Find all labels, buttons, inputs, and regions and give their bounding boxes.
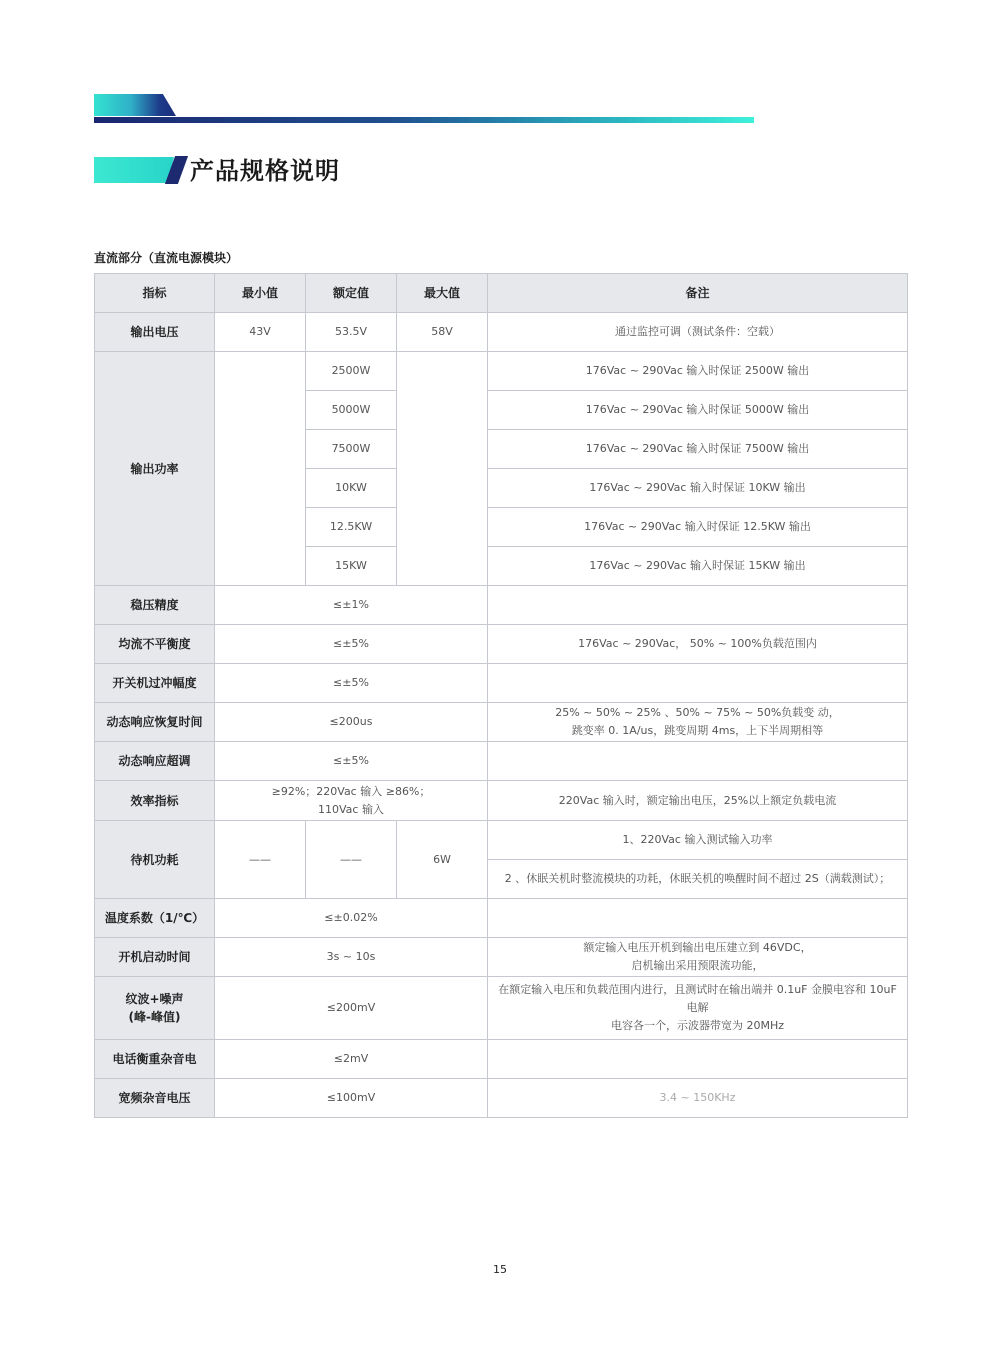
label-line: (峰-峰值): [128, 1010, 181, 1024]
note-line: 25% ~ 50% ~ 25% 、50% ~ 75% ~ 50%负载变 动，: [555, 706, 840, 719]
spec-table: [94, 273, 908, 1118]
table-row: [95, 1079, 908, 1118]
table-row: [95, 313, 908, 352]
title-accent-block: [94, 157, 174, 183]
cell-value: ≤±5%: [215, 742, 488, 781]
row-label: 电话衡重杂音电: [95, 1040, 215, 1079]
note-line: 跳变率 0. 1A/us，跳变周期 4ms，上下半周期相等: [571, 724, 824, 737]
label-line: 纹波+噪声: [125, 992, 184, 1006]
cell-rated: 2500W: [306, 352, 397, 391]
cell-min: ——: [215, 821, 306, 899]
cell-max: 6W: [397, 821, 488, 899]
header-min: 最小值: [215, 274, 306, 313]
header-rated: 额定值: [306, 274, 397, 313]
table-row: [95, 352, 908, 391]
table-row: [95, 781, 908, 821]
section-title: 直流部分（直流电源模块）: [94, 251, 239, 265]
row-label: 动态响应超调: [95, 742, 215, 781]
table-row: [95, 742, 908, 781]
cell-rated: 53.5V: [306, 313, 397, 352]
table-row: [95, 703, 908, 742]
cell-rated: ——: [306, 821, 397, 899]
cell-note: 3.4 ~ 150KHz: [488, 1079, 908, 1118]
header-metric: 指标: [95, 274, 215, 313]
cell-value: ≤100mV: [215, 1079, 488, 1118]
row-label: [95, 977, 215, 1040]
row-label: 待机功耗: [95, 821, 215, 899]
cell-min: 43V: [215, 313, 306, 352]
row-label: 开关机过冲幅度: [95, 664, 215, 703]
cell-note: [488, 938, 908, 977]
cell-note: [488, 703, 908, 742]
header-max: 最大值: [397, 274, 488, 313]
cell-note: 1、220Vac 输入测试输入功率: [488, 821, 908, 860]
table-row: [95, 586, 908, 625]
row-label: 稳压精度: [95, 586, 215, 625]
cell-rated: 12.5KW: [306, 508, 397, 547]
cell-note: [488, 1040, 908, 1079]
page-number: 15: [493, 1263, 507, 1276]
cell-value: ≤±5%: [215, 625, 488, 664]
value-line: ≥92%；220Vac 输入 ≥86%；: [271, 784, 431, 798]
cell-note: 176Vac ~ 290Vac 输入时保证 2500W 输出: [488, 352, 908, 391]
cell-max: [397, 352, 488, 586]
cell-note: [488, 742, 908, 781]
header-gradient-rule: [94, 117, 754, 123]
table-row: [95, 625, 908, 664]
table-header-row: [95, 274, 908, 313]
row-label: 均流不平衡度: [95, 625, 215, 664]
cell-max: 58V: [397, 313, 488, 352]
cell-value: ≤2mV: [215, 1040, 488, 1079]
cell-value: [215, 781, 488, 821]
row-label: 效率指标: [95, 781, 215, 821]
cell-note: 通过监控可调（测试条件：空载）: [488, 313, 908, 352]
cell-value: ≤200us: [215, 703, 488, 742]
table-row: [95, 664, 908, 703]
cell-note: 176Vac ~ 290Vac 输入时保证 10KW 输出: [488, 469, 908, 508]
cell-value: ≤±0.02%: [215, 899, 488, 938]
cell-value: ≤±1%: [215, 586, 488, 625]
note-line: 在额定输入电压和负载范围内进行，且测试时在输出端并 0.1uF 金膜电容和 10uF 电解: [498, 983, 897, 1014]
cell-rated: 5000W: [306, 391, 397, 430]
row-label: 输出电压: [95, 313, 215, 352]
cell-note: 176Vac ~ 290Vac 输入时保证 5000W 输出: [488, 391, 908, 430]
cell-value: ≤200mV: [215, 977, 488, 1040]
cell-rated: 7500W: [306, 430, 397, 469]
row-label: 输出功率: [95, 352, 215, 586]
note-line: 额定输入电压开机到输出电压建立到 46VDC，: [583, 941, 812, 954]
cell-note: [488, 664, 908, 703]
cell-value: 3s ~ 10s: [215, 938, 488, 977]
row-label: 宽频杂音电压: [95, 1079, 215, 1118]
cell-note: [488, 899, 908, 938]
table-row: [95, 977, 908, 1040]
note-line: 启机输出采用预限流功能，: [631, 959, 764, 972]
cell-note: [488, 977, 908, 1040]
cell-min: [215, 352, 306, 586]
cell-note: 220Vac 输入时，额定输出电压，25%以上额定负载电流: [488, 781, 908, 821]
cell-note: 176Vac ~ 290Vac， 50% ~ 100%负载范围内: [488, 625, 908, 664]
cell-note: 176Vac ~ 290Vac 输入时保证 12.5KW 输出: [488, 508, 908, 547]
cell-note: 2 、休眠关机时整流模块的功耗，休眠关机的唤醒时间不超过 2S（满载测试）；: [488, 860, 908, 899]
page-title: 产品规格说明: [190, 157, 340, 185]
cell-note: 176Vac ~ 290Vac 输入时保证 7500W 输出: [488, 430, 908, 469]
table-row: [95, 821, 908, 860]
cell-note: [488, 586, 908, 625]
note-line: 电容各一个，示波器带宽为 20MHz: [610, 1019, 785, 1032]
row-label: 温度系数（1/℃）: [95, 899, 215, 938]
table-row: [95, 899, 908, 938]
cell-rated: 10KW: [306, 469, 397, 508]
value-line: 110Vac 输入: [318, 802, 384, 816]
table-row: [95, 1040, 908, 1079]
table-row: [95, 938, 908, 977]
cell-note: 176Vac ~ 290Vac 输入时保证 15KW 输出: [488, 547, 908, 586]
cell-value: ≤±5%: [215, 664, 488, 703]
cell-rated: 15KW: [306, 547, 397, 586]
header-accent-block: [94, 94, 176, 116]
row-label: 动态响应恢复时间: [95, 703, 215, 742]
row-label: 开机启动时间: [95, 938, 215, 977]
header-note: 备注: [488, 274, 908, 313]
